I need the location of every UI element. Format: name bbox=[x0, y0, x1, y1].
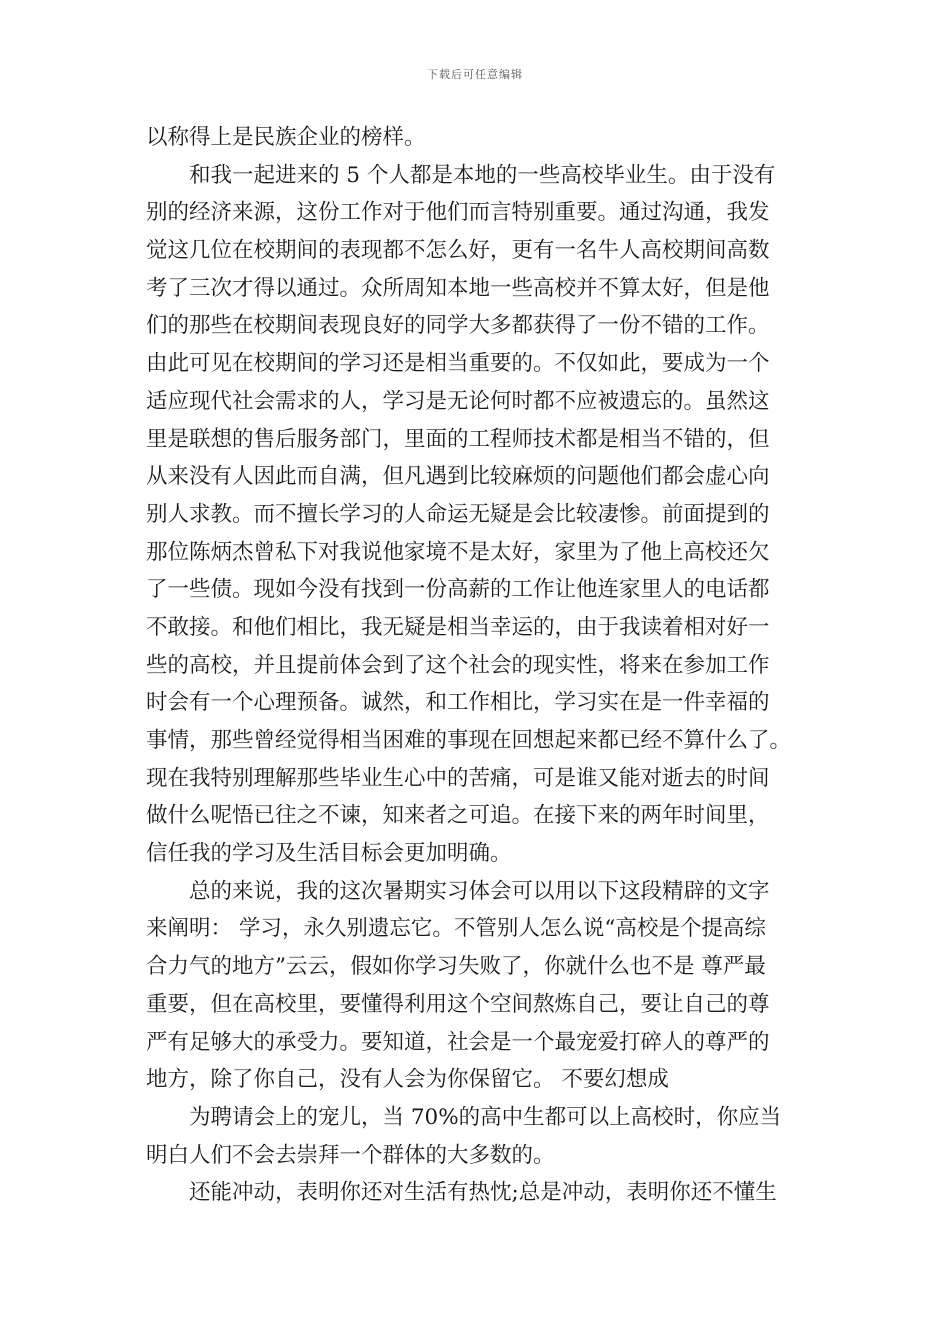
text-line: 里是联想的售后服务部门，里面的工程师技术都是相当不错的，但 bbox=[146, 426, 770, 452]
text-line: 时会有一个心理预备。诚然，和工作相比，学习实在是一件幸福的 bbox=[146, 690, 770, 716]
text-line: 和我一起进来的 5 个人都是本地的一些高校毕业生。由于没有 bbox=[189, 162, 776, 188]
text-line: 还能冲动，表明你还对生活有热忱;总是冲动，表明你还不懂生 bbox=[189, 1180, 777, 1206]
text-line: 别的经济来源，这份工作对于他们而言特别重要。通过沟通，我发 bbox=[146, 200, 770, 226]
text-line: 从来没有人因此而自满，但凡遇到比较麻烦的问题他们都会虚心向 bbox=[146, 464, 770, 490]
text-line: 适应现代社会需求的人，学习是无论何时都不应被遗忘的。虽然这 bbox=[146, 388, 770, 414]
text-line: 合力气的地方”云云，假如你学习失败了，你就什么也不是 尊严最 bbox=[146, 954, 766, 980]
text-line: 些的高校，并且提前体会到了这个社会的现实性，将来在参加工作 bbox=[146, 652, 770, 678]
document-body bbox=[146, 119, 818, 1212]
text-line: 来阐明： 学习，永久别遗忘它。不管别人怎么说“高校是个提高综 bbox=[146, 916, 766, 942]
text-line: 不敢接。和他们相比，我无疑是相当幸运的，由于我读着相对好一 bbox=[146, 614, 770, 640]
text-line: 地方，除了你自己，没有人会为你保留它。 不要幻想成 bbox=[146, 1067, 669, 1093]
text-line: 明白人们不会去崇拜一个群体的大多数的。 bbox=[146, 1142, 555, 1168]
text-line: 了一些债。现如今没有找到一份高薪的工作让他连家里人的电话都 bbox=[146, 577, 770, 603]
text-line: 信任我的学习及生活目标会更加明确。 bbox=[146, 841, 512, 867]
text-line: 事情，那些曾经觉得相当困难的事现在回想起来都已经不算什么了。 bbox=[146, 728, 792, 753]
text-line: 觉这几位在校期间的表现都不怎么好，更有一名牛人高校期间高数 bbox=[146, 238, 770, 264]
text-line: 严有足够大的承受力。要知道，社会是一个最宠爱打碎人的尊严的 bbox=[146, 1029, 770, 1055]
text-line: 为聘请会上的宠儿，当 70%的高中生都可以上高校时，你应当 bbox=[189, 1104, 782, 1130]
text-line: 总的来说，我的这次暑期实习体会可以用以下这段精辟的文字 bbox=[189, 878, 770, 904]
text-line: 以称得上是民族企业的榜样。 bbox=[146, 125, 426, 150]
text-line: 们的那些在校期间表现良好的同学大多都获得了一份不错的工作。 bbox=[146, 313, 770, 339]
page-header: 下载后可任意编辑 bbox=[427, 68, 523, 81]
text-line: 那位陈炳杰曾私下对我说他家境不是太好，家里为了他上高校还欠 bbox=[146, 539, 770, 565]
text-line: 别人求教。而不擅长学习的人命运无疑是会比较凄惨。前面提到的 bbox=[146, 501, 770, 527]
text-line: 由此可见在校期间的学习还是相当重要的。不仅如此，要成为一个 bbox=[146, 351, 770, 377]
text-line: 考了三次才得以通过。众所周知本地一些高校并不算太好，但是他 bbox=[146, 275, 770, 301]
text-line: 做什么呢悟已往之不谏，知来者之可追。在接下来的两年时间里， bbox=[146, 803, 770, 829]
text-line: 现在我特别理解那些毕业生心中的苦痛，可是谁又能对逝去的时间 bbox=[146, 765, 770, 791]
text-line: 重要，但在高校里，要懂得利用这个空间熬炼自己，要让自己的尊 bbox=[146, 991, 770, 1017]
